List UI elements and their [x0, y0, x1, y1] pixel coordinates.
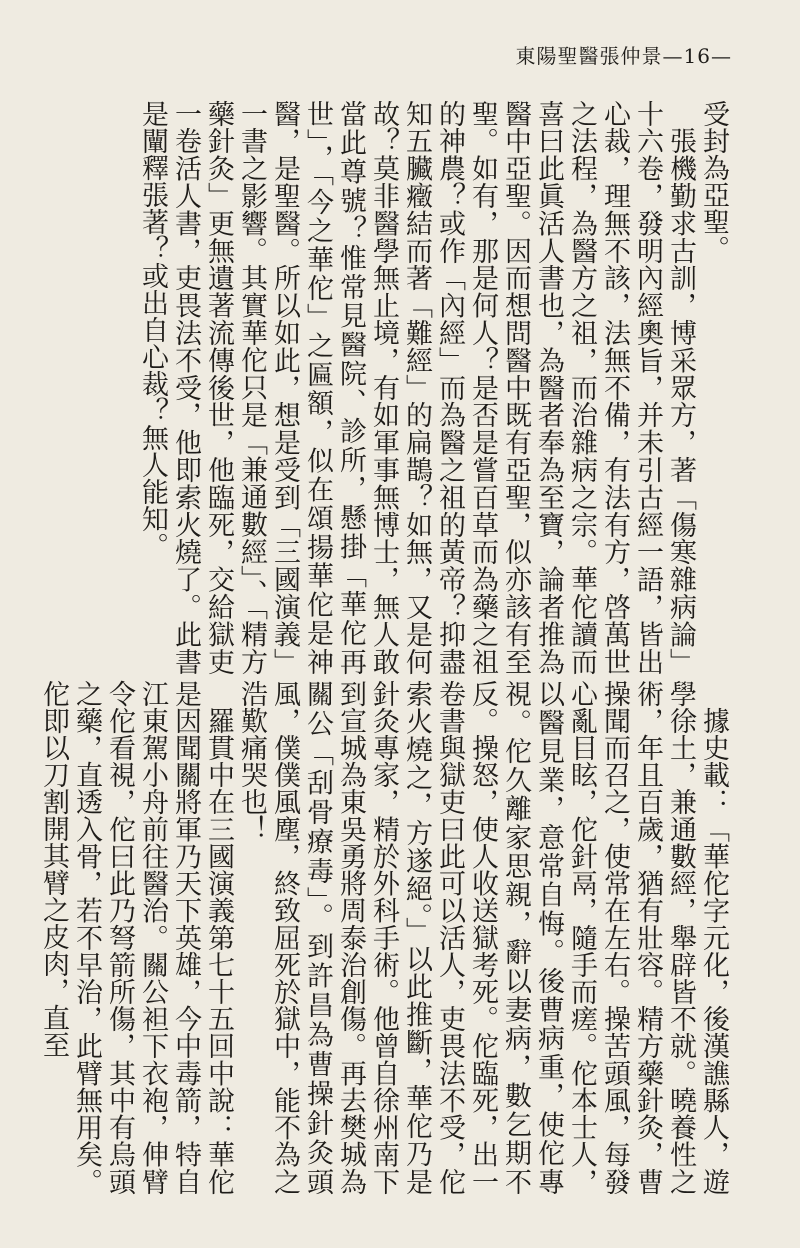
paragraph: 據史載：「華佗字元化，後漢譙縣人，遊學徐土，兼通數經，舉辟皆不就。曉養性之術，年且百歲，猶有壯容。精方藥針灸，曹操聞而召之，使常在左右。操苦頭風，每發心亂目眩，佗針鬲，隨手而瘥。佗本士人，以醫見業，意常自悔。後曹病重，使佗專視。佗久離家思親，辭以妻病，數乞期不反。操怒，使人收送獄考死。佗臨死，出一卷書與獄吏曰此可以活人，吏畏法不受，佗索火燒之，方遂絕。」以此推斷，華佗乃是針灸專家，精於外科手術。他曾自徐州南下到宣城為東吳勇將周泰治創傷。再去樊城為關公「刮骨療毒」。到許昌為曹操針灸頭風，僕僕風塵，終致屈死於獄中，能不為之浩歎痛哭也！ [236, 680, 729, 1195]
paragraph: 受封為亞聖。 [698, 100, 729, 262]
page-header: 東陽聖醫張仲景—16— [515, 44, 732, 68]
paragraph: 羅貫中在三國演義第七十五回中說：華佗是因聞關將軍乃天下英雄，今中毒箭，特自江東駕小舟前往醫治。關公袒下衣袍，伸臂令佗看視，佗曰此乃弩箭所傷，其中有烏頭之藥，直透入骨，若不早治，此臂無用矣。佗即以刀割開其臂之皮肉，直至 [38, 680, 234, 1195]
paragraph: 張機勤求古訓，博采眾方，著「傷寒雜病論」十六卷，發明內經奧旨，并未引古經一語，皆出心裁，理無不該，法無不備，有法有方，啓萬世之法程，為醫方之祖，而治雜病之宗。華佗讀而喜曰此眞活人書也，為醫者奉為至寶，論者推為醫中亞聖。因而想問醫中既有亞聖，似亦該有至聖。如有，那是何人？是否是嘗百草而為藥之祖的神農？或作「內經」而為醫之祖的黃帝？抑盡知五臟癥結而著「難經」的扁鵲？如無，又是何故？莫非醫學無止境，有如軍事無博士，無人敢當此尊號？惟常見醫院、診所，懸掛「華佗再世」，「今之華佗」之匾額，似在頌揚華佗是神醫，是聖醫。所以如此，想是受到「三國演義」一書之影響。其實華佗只是「兼通數經」、「精方藥針灸」更無遺著流傳後世，他臨死，交給獄吏一卷活人書，吏畏法不受，他即索火燒了。此書是闡釋張著？或出自心裁？無人能知。 [137, 100, 696, 675]
lower-text-block [37, 680, 730, 1195]
upper-text-block [136, 100, 730, 675]
